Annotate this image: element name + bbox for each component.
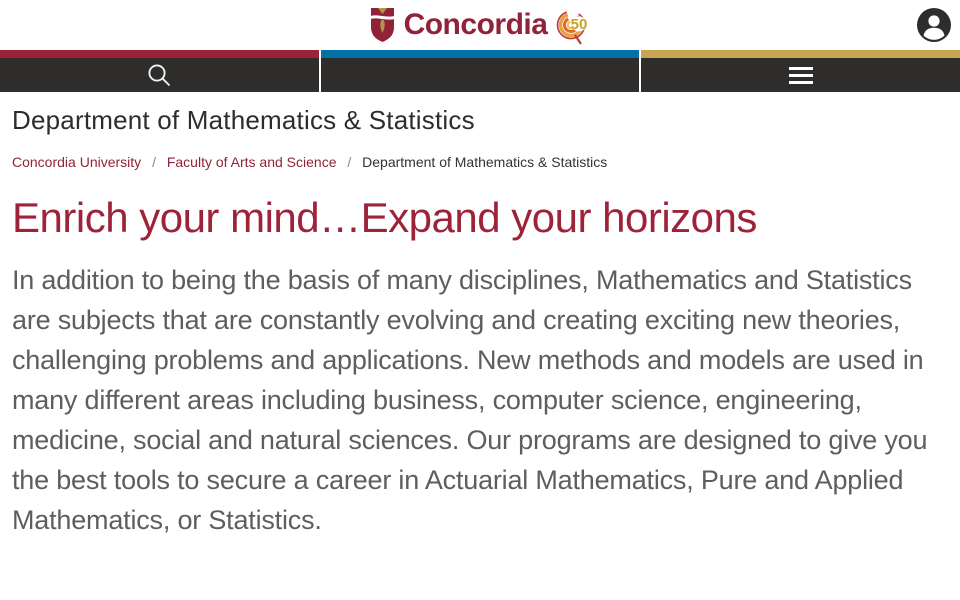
site-header [0, 0, 960, 50]
breadcrumb-link-concordia-university[interactable]: Concordia University [12, 154, 142, 170]
navbar-section-menu [641, 50, 960, 92]
breadcrumb-separator: / [152, 154, 156, 170]
menu-cell [641, 58, 960, 92]
menu-button[interactable] [785, 63, 817, 88]
concordia-wordmark: Concordia [403, 8, 548, 41]
accent-stripe-blue [321, 50, 640, 58]
intro-paragraph: In addition to being the basis of many disciplines, Mathematics and Statistics are subjects that are constantly evolving and creating exciting new theories, challenging problems and applications. New methods and models are used in many different areas including business, computer science, engineering, medicine, social and natural sciences. Our programs are designed to give you the best tools to secure a career in Actuarial Mathematics, Pure and Applied Mathematics, or Statistics. [12, 265, 928, 535]
navbar-section-search [0, 50, 319, 92]
main-content [0, 92, 960, 540]
anniversary-number: 50 [571, 16, 588, 33]
account-button[interactable] [917, 8, 951, 42]
search-button[interactable] [142, 58, 177, 93]
page-title: Department of Mathematics & Statistics [12, 105, 475, 135]
breadcrumb [12, 154, 948, 170]
search-icon [146, 62, 173, 89]
middle-cell [321, 58, 640, 92]
navbar-section-middle [321, 50, 640, 92]
accent-stripe-gold [641, 50, 960, 58]
concordia-shield-icon [370, 7, 395, 43]
breadcrumb-link-faculty-arts-science[interactable]: Faculty of Arts and Science [166, 154, 337, 170]
concordia-home-logo[interactable] [370, 4, 591, 46]
user-icon [917, 8, 951, 42]
breadcrumb-separator: / [347, 154, 352, 170]
breadcrumb-current-page: Department of Mathematics & Statistics [362, 154, 608, 170]
50th-anniversary-icon [556, 4, 590, 46]
hero-heading: Enrich your mind…Expand your horizons [12, 194, 757, 241]
search-cell [0, 58, 319, 92]
main-navbar [0, 50, 960, 92]
hamburger-menu-icon [789, 67, 813, 84]
